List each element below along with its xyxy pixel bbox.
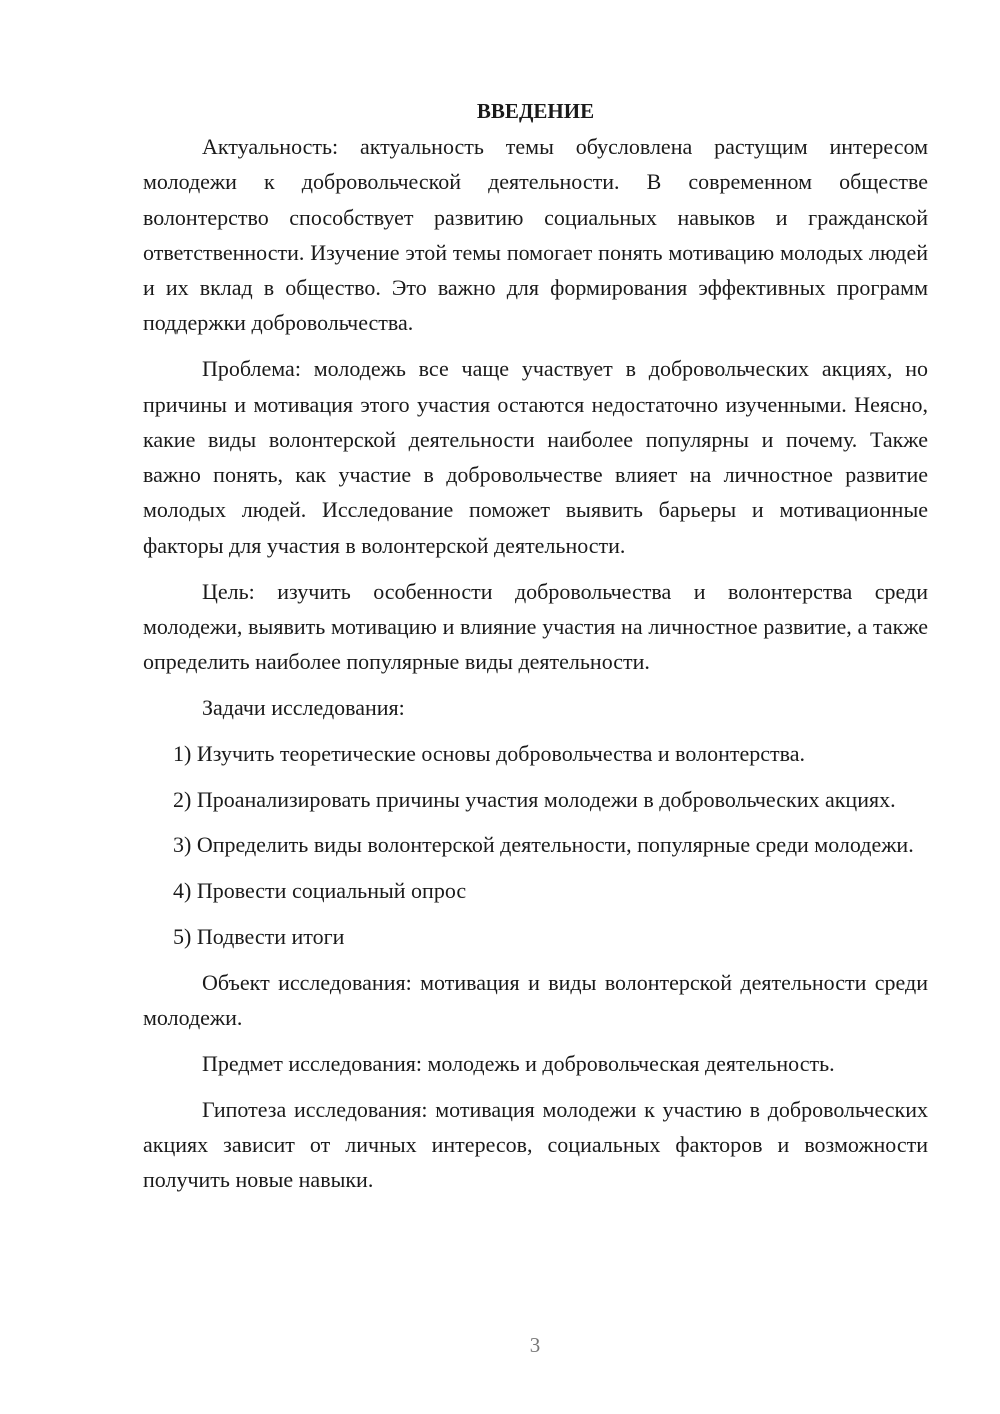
task-item-2: 2) Проанализировать причины участия молодежи в добровольческих акциях. xyxy=(173,786,896,812)
paragraph-relevance: Актуальность: актуальность темы обусловлена растущим интересом молодежи к добровольческой деятельности. В современном обществе волонтерство способствует развитию социальных навыков и гражданской ответственности. Изучение этой темы помогает понять мотивацию молодых людей и их вклад в общество. Это важно для формирования эффективных программ поддержки добровольчества. xyxy=(143,134,928,336)
task-item-5: 5) Подвести итоги xyxy=(173,923,345,949)
document-page xyxy=(143,95,928,1198)
paragraph-goal: Цель: изучить особенности добровольчества и волонтерства среди молодежи, выявить мотивацию и влияние участия на личностное развитие, а также определить наиболее популярные виды деятельности. xyxy=(143,578,928,675)
task-item-4: 4) Провести социальный опрос xyxy=(173,878,467,904)
paragraph-object: Объект исследования: мотивация и виды волонтерской деятельности среди молодежи. xyxy=(143,969,928,1031)
paragraph-problem: Проблема: молодежь все чаще участвует в добровольческих акциях, но причины и мотивация этого участия остаются недостаточно изученными. Неясно, какие виды волонтерской деятельности наиболее популярны и почему. Также важно понять, как участие в добровольчестве влияет на личностное развитие молодых людей. Исследование поможет выявить барьеры и мотивационные факторы для участия в волонтерской деятельности. xyxy=(143,356,928,558)
task-item-1: 1) Изучить теоретические основы добровольчества и волонтерства. xyxy=(173,740,805,766)
task-item-3: 3) Определить виды волонтерской деятельности, популярные среди молодежи. xyxy=(173,832,914,858)
paragraph-tasks-heading: Задачи исследования: xyxy=(202,694,405,720)
page-number: 3 xyxy=(529,1333,541,1357)
document-heading: ВВЕДЕНИЕ xyxy=(476,99,595,123)
paragraph-subject: Предмет исследования: молодежь и добровольческая деятельность. xyxy=(202,1050,835,1076)
paragraph-hypothesis: Гипотеза исследования: мотивация молодежи к участию в добровольческих акциях зависит от личных интересов, социальных факторов и возможности получить новые навыки. xyxy=(143,1096,928,1193)
